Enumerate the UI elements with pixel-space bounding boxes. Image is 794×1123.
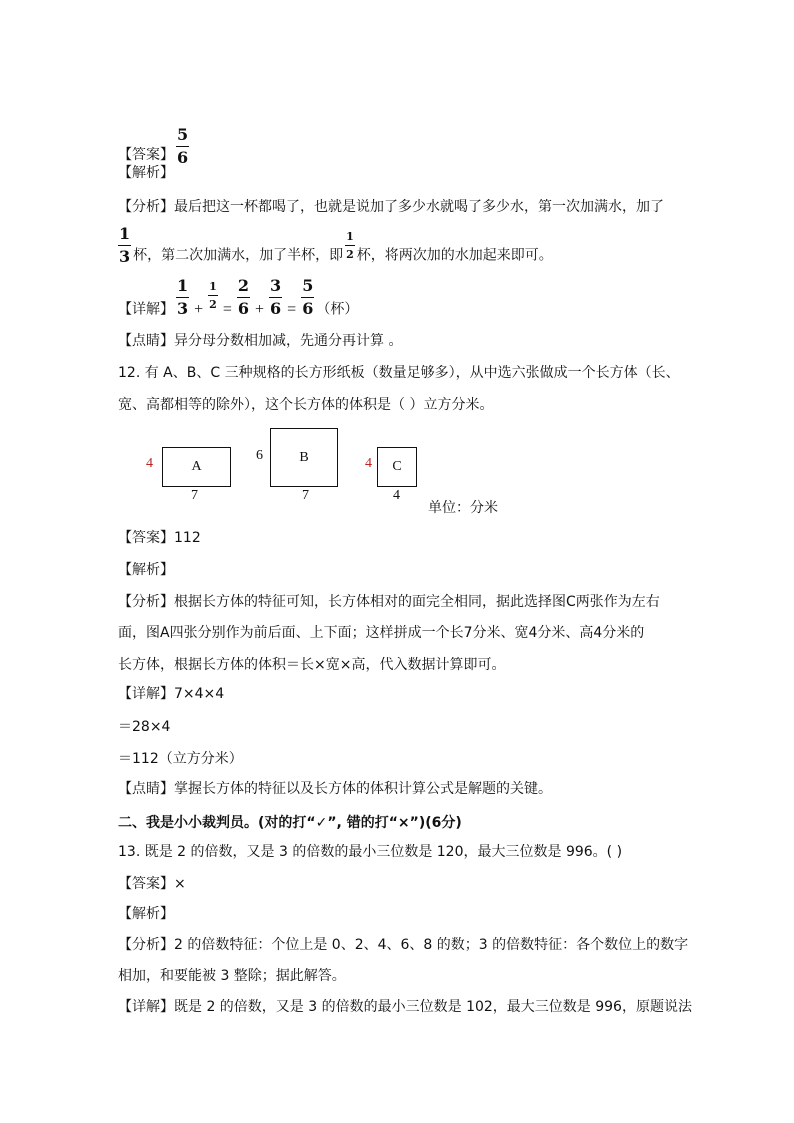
q13-detail-line1: 【详解】既是 2 的倍数，又是 3 的倍数的最小三位数是 102，最大三位数是 996，原题说法: [118, 999, 692, 1015]
q12-detail-line3: ＝112（立方分米）: [118, 751, 243, 767]
q11-fenxi-line1: 【分析】最后把这一杯都喝了，也就是说加了多少水就喝了多少水，第一次加满水，加了: [118, 199, 664, 215]
rect-b: B: [270, 428, 338, 487]
q11-fenxi-line2: $\frac{1}{3}$ 杯，第二次加满水，加了半杯，即 $\frac{1}{2}$ 杯，将两次加的水加起来即可。: [119, 224, 553, 266]
q12-detail-line1: 【详解】7×4×4: [118, 686, 225, 702]
q12-fenxi-line1: 【分析】根据长方体的特征可知，长方体相对的面完全相同，据此选择图C两张作为左右: [118, 594, 660, 610]
fraction: $\frac{5}{6}$: [177, 125, 189, 167]
unit-label: 单位：分米: [428, 500, 498, 516]
section-heading: 二、我是小小裁判员。(对的打“✓”, 错的打“×”)(6分): [118, 815, 462, 831]
q13-fenxi-line2: 相加，和要能被 3 整除；据此解答。: [118, 968, 346, 984]
q11-detail: 【详解】 $\frac{1}{3}$ + $\frac{1}{2}$ = $\frac{2}{6}$ + $\frac{3}{6}$ = $\frac{5}{6}$ （杯）: [118, 276, 359, 318]
rect-a: A: [162, 447, 231, 487]
rect-a-side-label: 4: [146, 456, 153, 471]
rect-c-side-label: 4: [365, 456, 372, 471]
rect-c: C: [377, 447, 417, 487]
q13-line1: 13. 既是 2 的倍数，又是 3 的倍数的最小三位数是 120，最大三位数是 996。( ): [118, 844, 623, 860]
rect-a-bottom-label: 7: [191, 488, 198, 503]
q12-line2: 宽、高都相等的除外），这个长方体的体积是（ ）立方分米。: [118, 397, 494, 413]
q13-fenxi-line1: 【分析】2 的倍数特征：个位上是 0、2、4、6、8 的数；3 的倍数特征：各个数位上的数字: [118, 937, 689, 953]
fraction: $\frac{1}{2}$: [346, 230, 354, 261]
q12-analysis-label: 【解析】: [118, 562, 174, 578]
answer-label: 【答案】: [118, 147, 174, 163]
q12-line1: 12. 有 A、B、C 三种规格的长方形纸板（数量足够多），从中选六张做成一个长方体（长、: [118, 365, 680, 381]
q11-analysis-label: 【解析】: [118, 165, 174, 181]
q11-answer: [118, 125, 191, 167]
q13-analysis-label: 【解析】: [118, 906, 174, 922]
q11-tip: 【点睛】异分母分数相加减，先通分再计算 。: [118, 333, 403, 349]
fraction: $\frac{1}{3}$: [119, 224, 131, 266]
rect-c-bottom-label: 4: [393, 488, 400, 503]
q13-answer: 【答案】×: [118, 876, 186, 892]
q12-answer: 【答案】112: [118, 530, 201, 546]
q12-tip: 【点睛】掌握长方体的特征以及长方体的体积计算公式是解题的关键。: [118, 781, 552, 797]
q12-fenxi-line2: 面，图A四张分别作为前后面、上下面；这样拼成一个长7分米、宽4分米、高4分米的: [118, 625, 645, 641]
q12-fenxi-line3: 长方体，根据长方体的体积＝长×宽×高，代入数据计算即可。: [118, 657, 506, 673]
rect-b-bottom-label: 7: [302, 488, 309, 503]
q12-detail-line2: ＝28×4: [118, 719, 171, 735]
rect-b-side-label: 6: [256, 448, 263, 463]
